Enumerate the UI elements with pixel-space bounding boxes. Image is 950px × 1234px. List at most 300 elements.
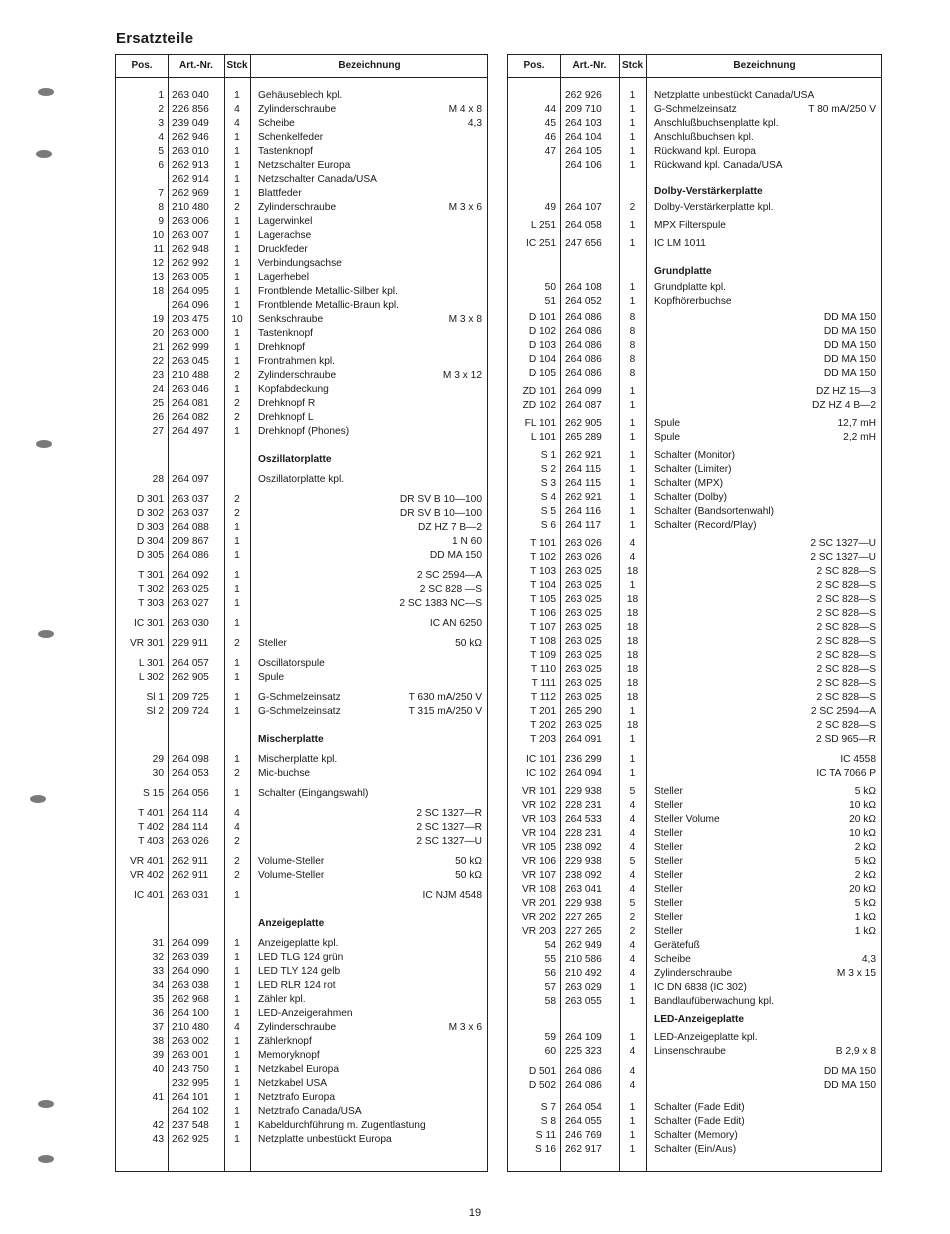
pos-cell: VR 103 [522, 814, 556, 825]
qty-cell: 4 [234, 808, 240, 819]
table-row [508, 827, 881, 840]
qty-cell: 1 [234, 706, 240, 717]
desc-cell: G-Schmelzeinsatz [258, 706, 341, 717]
art-nr-cell: 263 005 [172, 272, 209, 283]
desc-cell: Drehknopf R [258, 398, 316, 409]
desc-cell: Bandlaufüberwachung kpl. [654, 996, 775, 1007]
art-nr-cell: 227 265 [565, 926, 602, 937]
spec-value: 2 SC 828—S [816, 692, 876, 703]
spec-value: DD MA 150 [823, 368, 876, 379]
art-nr-cell: 262 914 [172, 174, 209, 185]
desc-cell: Gehäuseblech kpl. [258, 90, 343, 101]
pos-cell: VR 105 [522, 842, 556, 853]
desc-cell: Drehknopf L [258, 412, 314, 423]
spec-value: DD MA 150 [823, 1080, 876, 1091]
qty-cell: 1 [234, 672, 240, 683]
table-row [508, 477, 881, 490]
pos-cell: S 16 [535, 1144, 556, 1155]
qty-cell: 18 [626, 720, 639, 731]
pos-cell: T 103 [530, 566, 556, 577]
table-row [116, 1091, 487, 1104]
table-header [116, 55, 487, 78]
table-row [116, 657, 487, 670]
spec-value: 2 SC 1327—U [810, 538, 876, 549]
table-row [508, 855, 881, 868]
table-row [508, 385, 881, 398]
table-row [508, 677, 881, 690]
section-heading [508, 265, 881, 278]
pos-cell: VR 108 [522, 884, 556, 895]
art-nr-cell: 264 058 [565, 220, 602, 231]
table-row [116, 173, 487, 186]
table-row [508, 449, 881, 462]
qty-cell: 1 [234, 966, 240, 977]
qty-cell: 2 [234, 856, 240, 867]
qty-cell: 18 [626, 608, 639, 619]
table-row [508, 841, 881, 854]
table-row [116, 229, 487, 242]
table-row [508, 649, 881, 662]
art-nr-cell: 262 926 [565, 90, 602, 101]
pos-cell: T 202 [530, 720, 556, 731]
pos-cell: 57 [544, 982, 556, 993]
qty-cell: 1 [234, 952, 240, 963]
qty-cell: 1 [234, 188, 240, 199]
art-nr-cell: 264 086 [565, 340, 602, 351]
pos-cell: VR 107 [522, 870, 556, 881]
table-row [116, 993, 487, 1006]
pos-cell: 40 [152, 1064, 164, 1075]
pos-cell: T 102 [530, 552, 556, 563]
table-row [116, 1105, 487, 1118]
table-row [116, 327, 487, 340]
parts-table-left [115, 54, 488, 1172]
qty-cell: 1 [234, 426, 240, 437]
pos-cell: T 105 [530, 594, 556, 605]
qty-cell: 1 [234, 890, 240, 901]
desc-cell: Grundplatte kpl. [654, 282, 726, 293]
qty-cell: 1 [234, 384, 240, 395]
table-row [508, 463, 881, 476]
pos-cell: S 3 [540, 478, 556, 489]
art-nr-cell: 262 949 [565, 940, 602, 951]
spec-value: M 4 x 8 [448, 104, 482, 115]
desc-cell: Rückwand kpl. Canada/USA [654, 160, 783, 171]
art-nr-cell: 229 911 [172, 638, 209, 649]
qty-cell: 1 [234, 550, 240, 561]
desc-cell: Frontblende Metallic-Silber kpl. [258, 286, 398, 297]
table-row [116, 535, 487, 548]
qty-cell: 1 [234, 160, 240, 171]
spec-value: 2 SC 1327—R [416, 822, 482, 833]
qty-cell: 1 [629, 580, 636, 591]
art-nr-cell: 243 750 [172, 1064, 209, 1075]
desc-cell: Gerätefuß [654, 940, 700, 951]
desc-cell: Steller [654, 912, 683, 923]
art-nr-cell: 263 007 [172, 230, 209, 241]
spec-value: DZ HZ 15—3 [815, 386, 876, 397]
pos-cell: 26 [152, 412, 164, 423]
desc-cell: Netzkabel Europa [258, 1064, 339, 1075]
qty-cell: 2 [234, 412, 240, 423]
desc-cell: Frontblende Metallic-Braun kpl. [258, 300, 399, 311]
pos-cell: T 301 [138, 570, 164, 581]
desc-cell: Netzschalter Europa [258, 160, 351, 171]
pos-cell: 51 [544, 296, 556, 307]
pos-cell: IC 251 [525, 238, 556, 249]
art-nr-cell: 263 055 [565, 996, 602, 1007]
pos-cell: 32 [152, 952, 164, 963]
qty-cell: 4 [234, 822, 240, 833]
pos-cell: 58 [544, 996, 556, 1007]
table-row [116, 425, 487, 438]
art-nr-cell: 209 725 [172, 692, 209, 703]
table-row [116, 1021, 487, 1034]
qty-cell: 1 [629, 238, 636, 249]
table-row [508, 281, 881, 294]
table-row [116, 821, 487, 834]
table-row [508, 565, 881, 578]
pos-cell: IC 102 [525, 768, 556, 779]
table-row [508, 1031, 881, 1044]
pos-cell: T 402 [138, 822, 164, 833]
qty-cell: 1 [234, 258, 240, 269]
qty-cell: 4 [629, 870, 636, 881]
spec-value: DR SV B 10—100 [399, 494, 482, 505]
pos-cell: 49 [544, 202, 556, 213]
desc-cell: Steller [654, 926, 683, 937]
table-row [508, 663, 881, 676]
desc-cell: Schalter (Dolby) [654, 492, 728, 503]
spec-value: M 3 x 15 [836, 968, 876, 979]
qty-cell: 1 [234, 994, 240, 1005]
spec-value: 5 kΩ [854, 786, 876, 797]
art-nr-cell: 264 088 [172, 522, 209, 533]
table-row [116, 937, 487, 950]
art-nr-cell: 264 100 [172, 1008, 209, 1019]
art-nr-cell: 264 108 [565, 282, 602, 293]
section-title: LED-Anzeigeplatte [654, 1014, 744, 1025]
art-nr-cell: 262 921 [565, 450, 602, 461]
desc-cell: Zylinderschraube [258, 1022, 337, 1033]
pos-cell: 9 [158, 216, 164, 227]
pos-cell: D 105 [528, 368, 556, 379]
desc-cell: Netztrafo Europa [258, 1092, 336, 1103]
desc-cell: Schalter (Memory) [654, 1130, 738, 1141]
art-nr-cell: 210 480 [172, 1022, 209, 1033]
desc-cell: Lagerwinkel [258, 216, 313, 227]
pos-cell: 45 [544, 118, 556, 129]
art-nr-cell: 263 030 [172, 618, 209, 629]
art-nr-cell: 264 087 [565, 400, 602, 411]
pos-cell: 7 [158, 188, 164, 199]
qty-cell: 1 [234, 286, 240, 297]
desc-cell: Rückwand kpl. Europa [654, 146, 756, 157]
art-nr-cell: 262 905 [565, 418, 602, 429]
qty-cell: 1 [234, 328, 240, 339]
desc-cell: Schalter (Bandsortenwahl) [654, 506, 775, 517]
art-nr-cell: 232 995 [172, 1078, 209, 1089]
qty-cell: 1 [234, 272, 240, 283]
spec-value: DZ HZ 4 B—2 [812, 400, 876, 411]
table-row [116, 1063, 487, 1076]
desc-cell: Drehknopf [258, 342, 306, 353]
qty-cell: 4 [629, 842, 636, 853]
art-nr-cell: 263 040 [172, 90, 209, 101]
spec-value: 2 kΩ [854, 870, 876, 881]
qty-cell: 5 [629, 786, 636, 797]
table-row [508, 1101, 881, 1114]
qty-cell: 2 [234, 202, 240, 213]
table-row [508, 813, 881, 826]
table-row [508, 705, 881, 718]
qty-cell: 1 [234, 522, 240, 533]
art-nr-cell: 263 025 [565, 692, 602, 703]
pos-cell: 30 [152, 768, 164, 779]
pos-cell: 41 [152, 1092, 164, 1103]
header-pos: Pos. [523, 60, 545, 71]
qty-cell: 1 [234, 938, 240, 949]
spec-value: 2 SC 2594—A [810, 706, 876, 717]
table-row [508, 325, 881, 338]
parts-table-right [507, 54, 882, 1172]
art-nr-cell: 262 948 [172, 244, 209, 255]
desc-cell: Anzeigeplatte kpl. [258, 938, 339, 949]
pos-cell: 8 [158, 202, 164, 213]
qty-cell: 2 [629, 926, 636, 937]
desc-cell: Memoryknopf [258, 1050, 320, 1061]
pos-cell: S 8 [540, 1116, 556, 1127]
art-nr-cell: 264 086 [565, 1080, 602, 1091]
desc-cell: Netzplatte unbestückt Canada/USA [654, 90, 815, 101]
art-nr-cell: 263 046 [172, 384, 209, 395]
art-nr-cell: 262 917 [565, 1144, 602, 1155]
table-row [116, 549, 487, 562]
art-nr-cell: 264 098 [172, 754, 209, 765]
qty-cell: 1 [629, 478, 636, 489]
desc-cell: Netztrafo Canada/USA [258, 1106, 362, 1117]
desc-cell: IC DN 6838 (IC 302) [654, 982, 747, 993]
spec-value: 2 SC 828—S [816, 608, 876, 619]
table-row [508, 799, 881, 812]
desc-cell: Tastenknopf [258, 146, 313, 157]
qty-cell: 1 [629, 506, 636, 517]
table-row [508, 103, 881, 116]
art-nr-cell: 265 289 [565, 432, 602, 443]
spec-value: 4,3 [467, 118, 482, 129]
spec-value: 2 SC 828—S [816, 664, 876, 675]
desc-cell: Zylinderschraube [258, 370, 337, 381]
table-row [508, 201, 881, 214]
art-nr-cell: 262 925 [172, 1134, 209, 1145]
pos-cell: T 302 [138, 584, 164, 595]
desc-cell: Volume-Steller [258, 856, 325, 867]
qty-cell: 1 [629, 754, 636, 765]
spec-value: M 3 x 6 [448, 1022, 482, 1033]
desc-cell: Scheibe [654, 954, 691, 965]
pos-cell: VR 102 [522, 800, 556, 811]
art-nr-cell: 262 992 [172, 258, 209, 269]
desc-cell: Steller [654, 842, 683, 853]
pos-cell: 23 [152, 370, 164, 381]
qty-cell: 1 [234, 342, 240, 353]
table-row [508, 519, 881, 532]
spec-value: 2 SC 828 —S [419, 584, 482, 595]
spec-value: DD MA 150 [823, 312, 876, 323]
table-row [116, 767, 487, 780]
art-nr-cell: 264 107 [565, 202, 602, 213]
qty-cell: 4 [629, 828, 636, 839]
desc-cell: Lagerachse [258, 230, 312, 241]
art-nr-cell: 209 710 [565, 104, 602, 115]
art-nr-cell: 264 099 [565, 386, 602, 397]
qty-cell: 1 [234, 584, 240, 595]
table-row [116, 341, 487, 354]
desc-cell: Steller Volume [654, 814, 720, 825]
desc-cell: Anschlußbuchsenplatte kpl. [654, 118, 779, 129]
table-row [508, 1143, 881, 1156]
table-row [116, 521, 487, 534]
qty-cell: 1 [629, 146, 636, 157]
pos-cell: VR 106 [522, 856, 556, 867]
desc-cell: LED RLR 124 rot [258, 980, 336, 991]
art-nr-cell: 262 999 [172, 342, 209, 353]
table-row [116, 965, 487, 978]
qty-cell: 1 [629, 706, 636, 717]
desc-cell: LED-Anzeigerahmen [258, 1008, 353, 1019]
art-nr-cell: 263 045 [172, 356, 209, 367]
art-nr-cell: 264 053 [172, 768, 209, 779]
art-nr-cell: 228 231 [565, 828, 602, 839]
art-nr-cell: 264 092 [172, 570, 209, 581]
table-row [508, 607, 881, 620]
table-row [508, 691, 881, 704]
art-nr-cell: 263 002 [172, 1036, 209, 1047]
art-nr-cell: 264 055 [565, 1116, 602, 1127]
qty-cell: 4 [234, 104, 240, 115]
spec-value: 50 kΩ [455, 638, 482, 649]
table-row [508, 219, 881, 232]
header-desc: Bezeichnung [338, 60, 401, 71]
art-nr-cell: 210 586 [565, 954, 602, 965]
qty-cell: 8 [629, 354, 636, 365]
pos-cell: IC 301 [133, 618, 164, 629]
qty-cell: 18 [626, 678, 639, 689]
desc-cell: Zylinderschraube [654, 968, 733, 979]
spec-value: M 3 x 12 [442, 370, 482, 381]
table-row [508, 295, 881, 308]
qty-cell: 1 [629, 132, 636, 143]
table-row [508, 995, 881, 1008]
art-nr-cell: 264 095 [172, 286, 209, 297]
desc-cell: Blattfeder [258, 188, 302, 199]
table-row [116, 597, 487, 610]
art-nr-cell: 263 031 [172, 890, 209, 901]
art-nr-cell: 264 094 [565, 768, 602, 779]
desc-cell: Spule [654, 418, 681, 429]
qty-cell: 18 [626, 650, 639, 661]
qty-cell: 1 [234, 658, 240, 669]
qty-cell: 1 [234, 146, 240, 157]
table-row [116, 411, 487, 424]
qty-cell: 18 [626, 566, 639, 577]
pos-cell: 5 [158, 146, 164, 157]
desc-cell: Netzkabel USA [258, 1078, 328, 1089]
pos-cell: 47 [544, 146, 556, 157]
table-row [508, 491, 881, 504]
spec-value: DR SV B 10—100 [399, 508, 482, 519]
desc-cell: Schalter (Eingangswahl) [258, 788, 369, 799]
qty-cell: 2 [234, 508, 240, 519]
section-title: Mischerplatte [258, 734, 324, 745]
desc-cell: Lagerhebel [258, 272, 309, 283]
table-row [116, 507, 487, 520]
table-row [116, 397, 487, 410]
pos-cell: VR 201 [522, 898, 556, 909]
desc-cell: Anschlußbuchsen kpl. [654, 132, 754, 143]
section-title: Anzeigeplatte [258, 918, 325, 929]
table-row [508, 785, 881, 798]
pos-cell: 6 [158, 160, 164, 171]
spec-value: B 2,9 x 8 [835, 1046, 876, 1057]
table-row [116, 617, 487, 630]
spec-value: DD MA 150 [823, 326, 876, 337]
art-nr-cell: 263 025 [565, 580, 602, 591]
spec-value: M 3 x 8 [448, 314, 482, 325]
spec-value: 2 SC 1327—U [810, 552, 876, 563]
pos-cell: T 403 [138, 836, 164, 847]
pos-cell: T 401 [138, 808, 164, 819]
qty-cell: 4 [629, 1046, 636, 1057]
table-row [116, 103, 487, 116]
qty-cell: 1 [234, 598, 240, 609]
qty-cell: 4 [629, 1066, 636, 1077]
art-nr-cell: 262 911 [172, 856, 209, 867]
art-nr-cell: 229 938 [565, 786, 602, 797]
table-row [508, 939, 881, 952]
pos-cell: 34 [152, 980, 164, 991]
pos-cell: 43 [152, 1134, 164, 1145]
table-row [116, 145, 487, 158]
art-nr-cell: 246 769 [565, 1130, 602, 1141]
qty-cell: 8 [629, 340, 636, 351]
table-row [116, 257, 487, 270]
qty-cell: 1 [629, 90, 636, 101]
pos-cell: VR 101 [522, 786, 556, 797]
page-number: 19 [468, 1207, 482, 1219]
qty-cell: 18 [626, 594, 639, 605]
qty-cell: 4 [629, 1080, 636, 1091]
pos-cell: D 302 [136, 508, 164, 519]
header-desc: Bezeichnung [733, 60, 796, 71]
art-nr-cell: 263 025 [565, 636, 602, 647]
header-pos: Pos. [131, 60, 153, 71]
spec-value: IC AN 6250 [429, 618, 482, 629]
qty-cell: 1 [234, 1106, 240, 1117]
qty-cell: 1 [234, 1008, 240, 1019]
art-nr-cell: 263 010 [172, 146, 209, 157]
table-row [508, 131, 881, 144]
qty-cell: 1 [234, 1120, 240, 1131]
table-row [116, 671, 487, 684]
table-row [508, 579, 881, 592]
qty-cell: 1 [234, 570, 240, 581]
pos-cell: 2 [158, 104, 164, 115]
spec-value: 2 SC 828—S [816, 566, 876, 577]
pos-cell: 37 [152, 1022, 164, 1033]
art-nr-cell: 264 116 [565, 506, 602, 517]
qty-cell: 18 [626, 622, 639, 633]
